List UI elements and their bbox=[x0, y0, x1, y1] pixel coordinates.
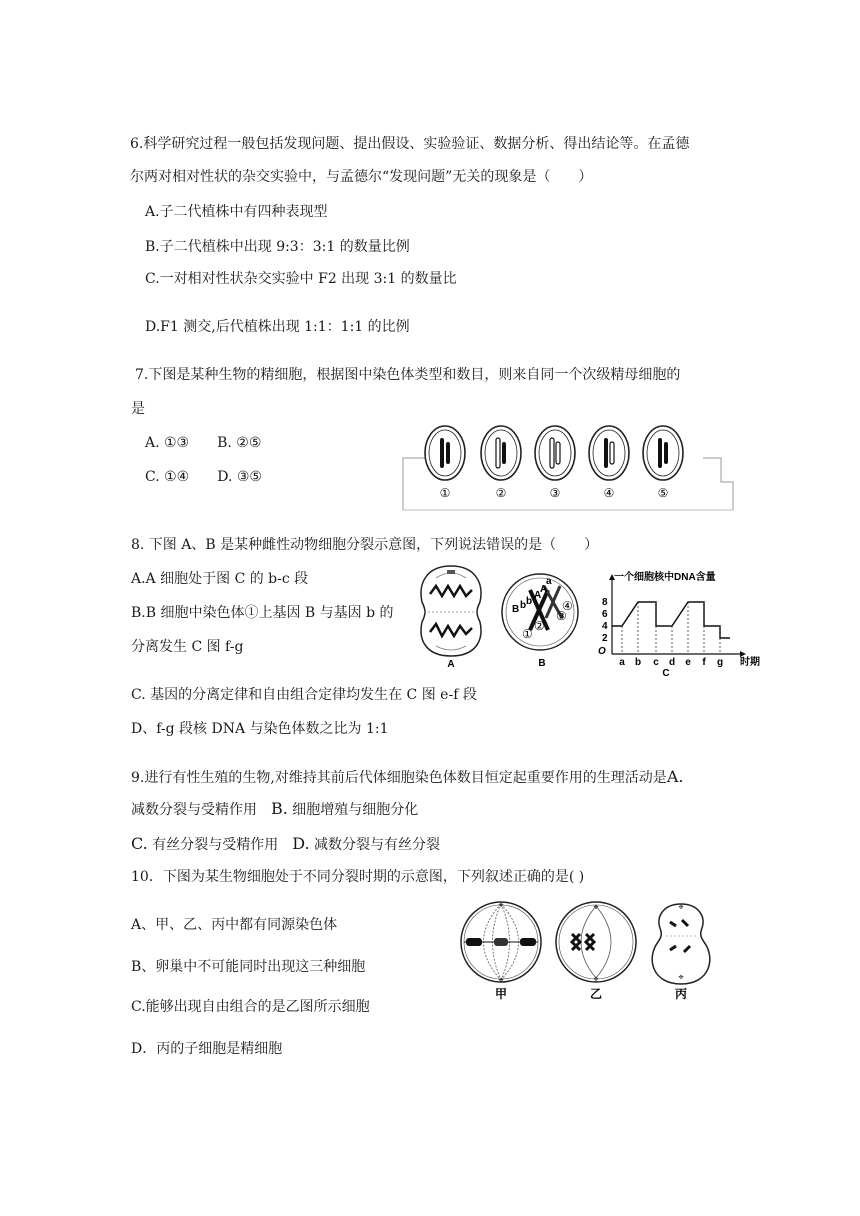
q8-graph-x-c: c bbox=[653, 657, 659, 668]
q8-graph-x-d: d bbox=[668, 657, 676, 668]
q9-option-d-text: 减数分裂与有丝分裂 bbox=[309, 837, 441, 853]
svg-text:⌖: ⌖ bbox=[593, 975, 599, 985]
q7-options-cd: C. ①④ D. ③⑤ bbox=[145, 469, 262, 485]
q6-stem-line2: 尔两对相对性状的杂交实验中，与孟德尔“发现问题”无关的现象是（ ） bbox=[130, 169, 593, 185]
q8-dna-graph bbox=[592, 566, 772, 678]
q8-fig-b-num-2: ② bbox=[534, 619, 545, 633]
q10-cell-yi bbox=[556, 902, 636, 985]
q8-option-c: C. 基因的分离定律和自由组合定律均发生在 C 图 e-f 段 bbox=[131, 687, 477, 703]
q9-option-c-text: 有丝分裂与受精作用 bbox=[147, 837, 293, 853]
q7-cell-2 bbox=[481, 426, 521, 480]
q9-option-a-letter: A. bbox=[666, 767, 684, 786]
q10-fig-label-jia: 甲 bbox=[494, 987, 508, 1001]
q6-option-b: B.子二代植株中出现 9:3：3:1 的数量比例 bbox=[145, 239, 410, 255]
q8-graph-title: 一个细胞核中DNA含量 bbox=[614, 572, 716, 583]
q6-option-c: C.一对相对性状杂交实验中 F2 出现 3:1 的数量比 bbox=[145, 271, 457, 287]
q8-graph-x-g: g bbox=[716, 657, 724, 668]
q10-fig-label-yi: 乙 bbox=[589, 987, 603, 1001]
q8-option-b-line1: B.B 细胞中染色体①上基因 B 与基因 b 的 bbox=[131, 605, 394, 621]
q7-cell-label-4: ④ bbox=[603, 486, 615, 500]
q9-stem-text: 9.进行有性生殖的生物,对维持其前后代体细胞染色体数目恒定起重要作用的生理活动是 bbox=[131, 770, 667, 786]
q8-fig-c-label: C bbox=[662, 668, 670, 679]
q8-figure-a bbox=[416, 564, 486, 668]
svg-text:⌖: ⌖ bbox=[498, 976, 504, 986]
q8-graph-y-4: 4 bbox=[602, 621, 608, 632]
q9-option-a-text: 减数分裂与受精作用 bbox=[131, 802, 271, 818]
q9-line3 bbox=[131, 835, 440, 854]
q10-fig-label-bing: 丙 bbox=[674, 987, 688, 1001]
q10-cell-division-figure bbox=[456, 898, 722, 1002]
q7-cell-4 bbox=[589, 426, 629, 480]
q7-cell-label-2: ② bbox=[495, 486, 507, 500]
q8-option-b-line2: 分离发生 C 图 f-g bbox=[131, 639, 244, 655]
q9-line1 bbox=[131, 768, 683, 787]
q10-option-d: D．丙的子细胞是精细胞 bbox=[131, 1041, 283, 1057]
q8-graph-x-b: b bbox=[634, 657, 642, 668]
q8-figure-b bbox=[500, 568, 582, 668]
q7-stem-line1: 7.下图是某种生物的精细胞，根据图中染色体类型和数目，则来自同一个次级精母细胞的 bbox=[135, 367, 681, 383]
q7-cell-5 bbox=[643, 426, 683, 480]
q8-graph-origin: O bbox=[598, 646, 606, 657]
q10-stem: 10．下图为某生物细胞处于不同分裂时期的示意图，下列叙述正确的是( ) bbox=[131, 869, 585, 885]
q8-fig-b-gene-3: b bbox=[526, 596, 533, 607]
q8-fig-b-gene-4: A bbox=[534, 590, 542, 601]
q9-option-c-letter: C. bbox=[131, 834, 148, 853]
q7-sperm-cells-figure bbox=[403, 420, 738, 512]
q7-cell-label-3: ③ bbox=[549, 486, 561, 500]
q8-fig-b-label: B bbox=[538, 658, 546, 669]
q6-stem-line1: 6.科学研究过程一般包括发现问题、提出假设、实验验证、数据分析、得出结论等。在孟德 bbox=[130, 136, 690, 152]
q8-fig-b-gene-5: A bbox=[540, 584, 548, 595]
q7-cell-1 bbox=[425, 426, 465, 480]
q8-graph-x-f: f bbox=[702, 657, 706, 668]
q10-option-a: A、甲、乙、丙中都有同源染色体 bbox=[131, 917, 338, 933]
q9-option-b-letter: B. bbox=[271, 799, 288, 818]
q8-graph-x-a: a bbox=[619, 657, 625, 668]
q7-options-ab: A. ①③ B. ②⑤ bbox=[145, 435, 262, 451]
svg-text:⌖: ⌖ bbox=[678, 973, 684, 983]
q8-option-a: A.A 细胞处于图 C 的 b-c 段 bbox=[131, 571, 309, 587]
q8-fig-a-label: A bbox=[447, 659, 455, 670]
q8-stem: 8. 下图 A、B 是某种雌性动物细胞分裂示意图，下列说法错误的是（ ） bbox=[131, 537, 599, 553]
q8-graph-y-2: 2 bbox=[602, 633, 608, 644]
q9-line2 bbox=[131, 800, 418, 819]
q8-fig-b-num-3: ③ bbox=[556, 609, 567, 623]
q8-fig-b-gene-1: B bbox=[512, 604, 520, 615]
q8-fig-b-gene-2: b bbox=[520, 600, 527, 611]
q10-option-c: C.能够出现自由组合的是乙图所示细胞 bbox=[131, 999, 370, 1015]
q8-fig-b-num-4: ④ bbox=[562, 599, 573, 613]
q8-graph-x-label: 时期 bbox=[740, 657, 760, 668]
q8-graph-x-e: e bbox=[685, 657, 691, 668]
q9-option-b-text: 细胞增殖与细胞分化 bbox=[287, 802, 419, 818]
q10-option-b: B、卵巢中不可能同时出现这三种细胞 bbox=[131, 959, 366, 975]
q8-option-d: D、f-g 段核 DNA 与染色体数之比为 1:1 bbox=[131, 721, 389, 737]
q7-stem-line2: 是 bbox=[131, 401, 145, 417]
q7-cell-3 bbox=[535, 426, 575, 480]
q9-option-d-letter: D. bbox=[292, 834, 310, 853]
q8-graph-y-8: 8 bbox=[602, 597, 608, 608]
svg-text:⌖: ⌖ bbox=[593, 903, 599, 913]
svg-text:⌖: ⌖ bbox=[678, 903, 684, 913]
q8-fig-b-num-1: ① bbox=[522, 627, 533, 641]
q6-option-a: A.子二代植株中有四种表现型 bbox=[145, 204, 328, 220]
q7-cell-label-1: ① bbox=[439, 486, 451, 500]
q8-fig-b-gene-6: a bbox=[546, 576, 552, 587]
q7-cell-label-5: ⑤ bbox=[657, 486, 669, 500]
q10-cell-bing bbox=[652, 903, 710, 984]
q10-cell-jia bbox=[461, 901, 541, 986]
q6-option-d: D.F1 测交,后代植株出现 1:1：1:1 的比例 bbox=[145, 319, 410, 335]
svg-text:⌖: ⌖ bbox=[498, 901, 504, 911]
q8-graph-y-6: 6 bbox=[602, 609, 608, 620]
